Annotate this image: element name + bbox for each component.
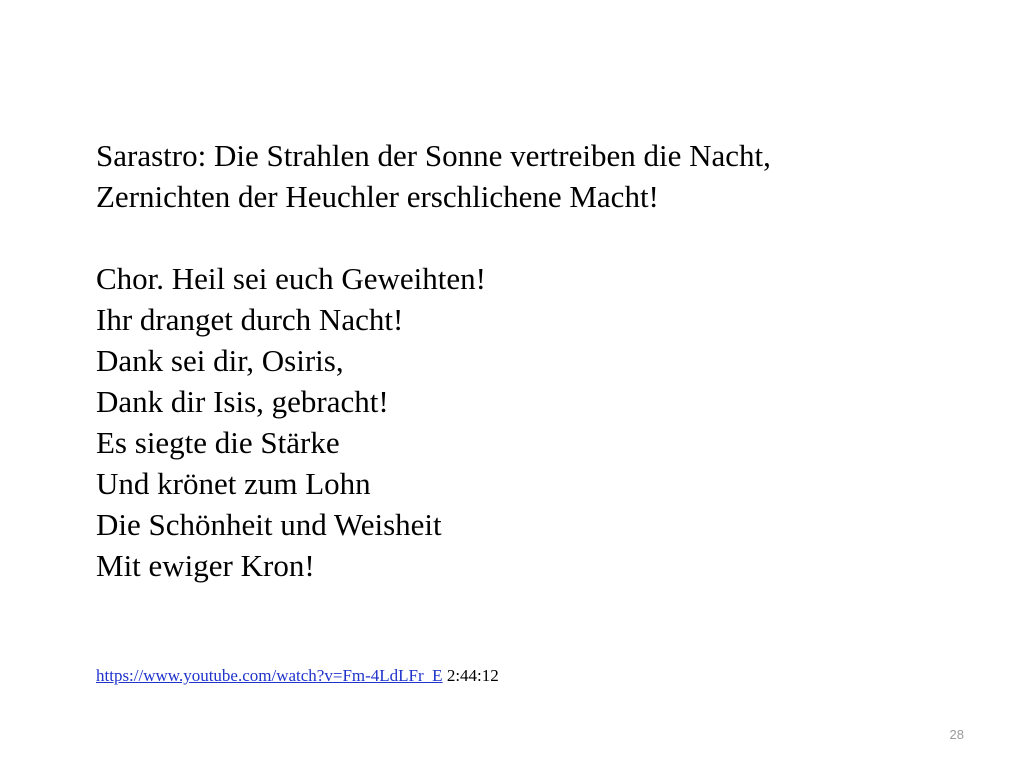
youtube-link[interactable]: https://www.youtube.com/watch?v=Fm-4LdLFr_E: [96, 666, 443, 685]
lyrics-line-4: Ihr dranget durch Nacht!: [96, 302, 404, 337]
lyrics-line-8: Und krönet zum Lohn: [96, 466, 371, 501]
lyrics-line-5: Dank sei dir, Osiris,: [96, 343, 344, 378]
lyrics-text-block: [96, 135, 996, 586]
page-number: 28: [949, 727, 964, 742]
lyrics-line-1: Sarastro: Die Strahlen der Sonne vertreiben die Nacht,: [96, 138, 771, 173]
video-link-row: [96, 666, 499, 686]
lyrics-line-7: Es siegte die Stärke: [96, 425, 340, 460]
lyrics-line-6: Dank dir Isis, gebracht!: [96, 384, 389, 419]
blank-line: [96, 217, 996, 258]
video-timestamp: 2:44:12: [446, 666, 499, 685]
lyrics-line-3: Chor. Heil sei euch Geweihten!: [96, 261, 486, 296]
lyrics-line-10: Mit ewiger Kron!: [96, 548, 315, 583]
lyrics-line-2: Zernichten der Heuchler erschlichene Macht!: [96, 179, 659, 214]
lyrics-line-9: Die Schönheit und Weisheit: [96, 507, 442, 542]
